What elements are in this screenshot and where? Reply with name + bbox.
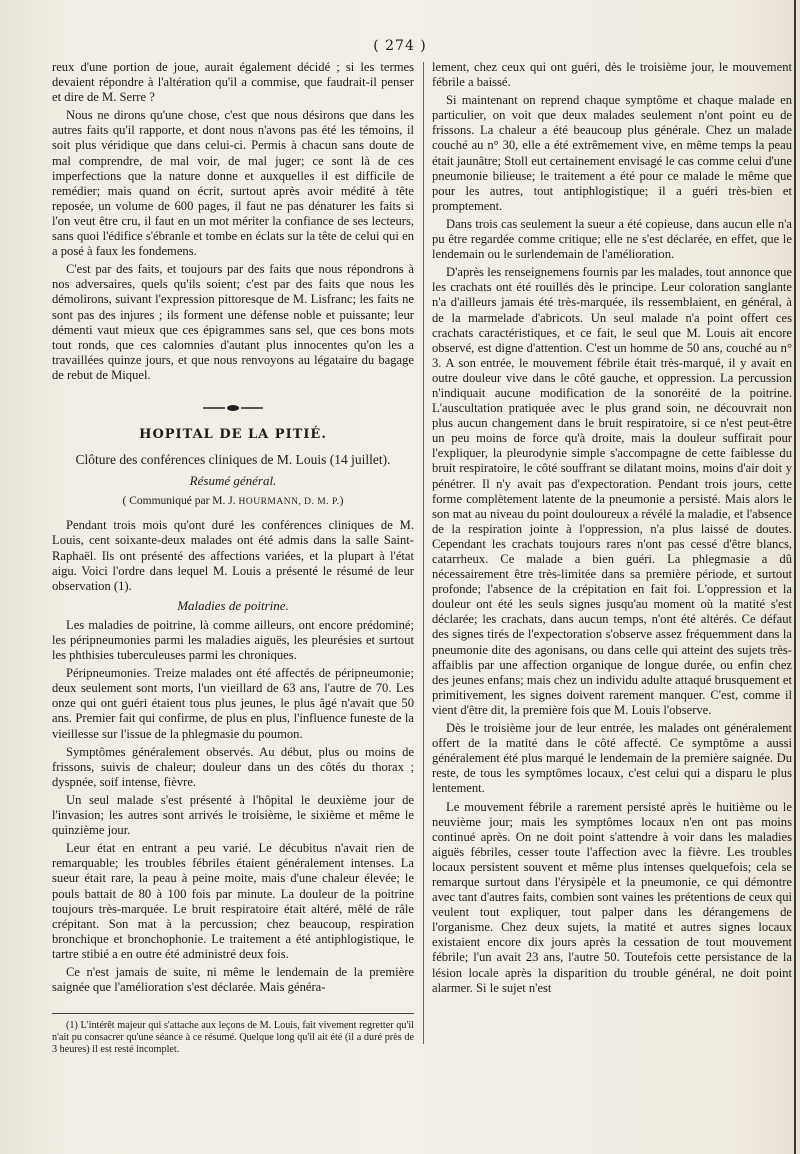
byline — [52, 494, 414, 510]
paragraph: Nous ne dirons qu'une chose, c'est que nous désirons que dans les autres faits qu'il rapporte, et dont nous n'avons pas été les témoins, il soit plus véridique que dans celui-ci. Permis à chacun sans doute de mal comprendre, de mal voir, de mal juger; ce sont là de ces imperfections que la nature donne et auxquelles il est difficile de remédier; mais quand on écrit, surtout après avoir médité à tête reposée, un volume de 600 pages, il faut ne pas dénaturer les faits si l'on veut être cru, il faut en un mot mériter la confiance de ses lecteurs, sans quoi l'édifice s'ébranle et tombe en éclats sur la tête de celui qui en a posé à faux les fondemens. — [52, 108, 414, 259]
section-heading: HOPITAL DE LA PITIÉ. — [139, 426, 327, 442]
byline-prefix: ( Communiqué par M. J. — [122, 495, 239, 508]
paragraph: Dès le troisième jour de leur entrée, les malades ont généralement offert de la matité dans le côté affecté. Ce symptôme a aussi généralement été plus marqué le lendemain de la première saignée. Du reste, de tous les symptômes locaux, c'est celui qui a disparu le plus lentement. — [432, 721, 792, 796]
paragraph: Les maladies de poitrine, là comme ailleurs, ont encore prédominé; les péripneumonies parmi les maladies aiguës, les pleurésies et surtout les phthisies tuberculeuses parmi les chroniques. — [52, 617, 414, 663]
article-subheading: Résumé général. — [189, 473, 277, 489]
paragraph: Le mouvement fébrile a rarement persisté après le huitième ou le neuvième jour; mais les symptômes locaux n'en ont pas moins continué après. On ne doit point s'attendre à voir dans les maladies aiguës fébriles, cesser toute l'affection avec la fièvre. Les troubles locaux persistent souvent et même plus intenses quelquefois; cela se remarque surtout dans l'érysipèle et la pneumonie, ce qui démontre avec tant d'autres faits, combien sont vaines les prétentions de ceux qui veulent tout expliquer, tout palper dans les dérangemens de l'organisme. Chez deux sujets, la matité et autres signes locaux existaient encore dix jours après la cessation de tout mouvement fébrile; l'un avait 23 ans, l'autre 50. Toutefois cette persistance de la lésion locale après la disparition du trouble général, ne doit point alarmer. Si le sujet n'est — [432, 799, 792, 995]
page-edge-rule — [794, 0, 796, 1154]
footnote-rule — [52, 1013, 414, 1014]
left-column — [52, 60, 414, 1122]
paragraph: Dans trois cas seulement la sueur a été copieuse, dans aucun elle n'a pu être regardée comme critique; elle ne s'est déclarée, en effet, que le lendemain ou le surlendemain de l'amélioration. — [432, 216, 792, 262]
paragraph: Un seul malade s'est présenté à l'hôpital le deuxième jour de l'invasion; les autres sont arrivés le troisième, le sixième et même le quinzième jour. — [52, 792, 414, 838]
paragraph: D'après les renseignemens fournis par les malades, tout annonce que les crachats ont été rouillés dès le principe. Leur coloration sanglante n'a d'ailleurs jamais été très-marquée, ils ressemblaient, en général, à de la marmelade d'abricots. Un seul malade n'a point offert ces crachats caractéristiques, et ce fait, le seul que M. Louis ait encore observé, est digne d'attention. C'est un homme de 50 ans, couché au n° 3. A son entrée, le mouvement fébrile était très-marqué, il y avait en outre douleur vive dans le côté gauche, et oppression. La percussion n'indiquait aucune modification de la sonoréité de la poitrine. L'auscultation pratiquée avec le plus grand soin, ne découvrait non plus aucun changement dans le bruit respiratoire, si ce n'est peut-être un peu moins de force qu'à droite, mais la douleur suffirait pour l'expliquer, la pleurodynie simple s'accompagne de cette faiblesse du bruit respiratoire, le côté souffrant se dilatant moins, moins d'air doit y pénétrer. Il n'y avait pas d'expectoration. Pendant trois jours, cette forme complètement latente de la pneumonie a persisté. Mais alors le son mat au niveau du point douloureux a révélé la maladie, et l'absence de la respiration jointe à l'oppression, n'a plus laissé de doutes. Cependant les crachats toujours rares n'ont pas cessé d'être blancs, catarrheux. Ce malade a bien guéri. La phlegmasie a dû nécessairement être très-limitée dans sa première période, et surtout profonde; l'absence de la crépitation en fait foi. L'oppression et la douleur ont été les seuls signes jusqu'au moment où la matité s'est déclarée; les crachats, dans aucun temps, n'ont été altérés. Ce défaut des signes tirés de l'expectoration s'observe assez fréquemment dans la pneumonie dite des agonisans, ou dans celle qui atteint des sujets très-affaiblis par une affection organique de longue durée, ou enfin chez des jeunes enfans; mais chez un individu adulte attaqué brusquement et primitivement, les signes doivent rarement manquer. C'est, comme il vient d'être dit, la première fois que M. Louis l'observe. — [432, 265, 792, 717]
subsection-heading: Maladies de poitrine. — [177, 597, 289, 613]
paragraph: reux d'une portion de joue, aurait également décidé ; si les termes devaient répondre à l'altération qu'il a commise, que faudrait-il penser et dire de M. Serre ? — [52, 60, 414, 105]
paragraph: Symptômes généralement observés. Au début, plus ou moins de frissons, suivis de chaleur; douleur dans un des côtés du thorax ; dyspnée, soif intense, fièvre. — [52, 744, 414, 789]
section-divider-ornament — [52, 401, 414, 409]
byline-suffix: ) — [339, 495, 344, 508]
paragraph: Péripneumonies. Treize malades ont été affectés de péripneumonie; deux seulement sont morts, l'un vieillard de 63 ans, l'autre de 70. Les onze qui ont guéri étaient tous plus jeunes, le plus âgé n'avait que 50 ans. Premier fait qui confirme, de plus en plus, l'influence funeste de la vieillesse sur l'issue de la phlegmasie du poumon. — [52, 666, 414, 741]
paragraph: Ce n'est jamais de suite, ni même le lendemain de la première saignée que l'amélioration s'est déclarée. Mais généra- — [52, 964, 414, 995]
paragraph: Leur état en entrant a peu varié. Le décubitus n'avait rien de remarquable; les troubles fébriles étaient généralement intenses. La sueur était rare, la peau à peine moite, mais d'une chaleur élevée; le pouls battait de 80 à 100 fois par minute. La douleur de la poitrine toujours très-marquée. Le bruit respiratoire était altéré, mêlé de râle crépitant. Son mat à la percussion; chez beaucoup, respiration bronchique et bronchophonie. Le traitement a été antiphlogistique, le tartre stibié a en outre été administré deux fois. — [52, 841, 414, 961]
byline-author: HOURMANN, D. M. P. — [238, 497, 340, 508]
column-divider — [423, 62, 424, 1044]
article-subtitle: Clôture des conférences cliniques de M. Louis (14 juillet). — [75, 452, 391, 468]
paragraph: C'est par des faits, et toujours par des faits que nous répondrons à nos adversaires, quels qu'ils soient; c'est par des faits que nous les démolirons, suivant l'expression pittoresque de M. Lisfranc; les faits ne sont pas des injures ; ils forment une défense noble et puissante; leur démenti vaut mieux que ces épigrammes sans sel, que ces bons mots tout ronds, que ces calomnies d'autant plus innocentes qu'on les a travaillées quinze jours, et que nous renvoyons au légataire du bagage de rebut de Miquel. — [52, 262, 414, 382]
paragraph: Pendant trois mois qu'ont duré les conférences cliniques de M. Louis, cent soixante-deux malades ont été admis dans la salle Saint-Raphaël. Ils ont présenté des affections variées, et la plupart à l'état aigu. Voici l'ordre dans lequel M. Louis a présenté le résumé de leur observation (1). — [52, 518, 414, 593]
page-number: ( 274 ) — [373, 38, 427, 54]
paragraph: lement, chez ceux qui ont guéri, dès le troisième jour, le mouvement fébrile a baissé. — [432, 60, 792, 90]
footnote: (1) L'intérêt majeur qui s'attache aux leçons de M. Louis, fait vivement regretter qu'il n'ait pu consacrer qu'une séance à ce résumé. Quelque long qu'il ait été (il a duré près de 3 heures) il est resté incomplet. — [52, 1020, 414, 1056]
paragraph: Si maintenant on reprend chaque symptôme et chaque malade en particulier, on voit que deux malades seulement n'ont point eu de frissons. La chaleur a été beaucoup plus générale. Chez un malade couché au n° 30, elle a été extrêmement vive, en même temps la peau était jaunâtre; Stoll eut certainement envisagé le cas comme celui d'une pneumonie bilieuse; le traitement a été pour ce malade le même que pour les autres, tout antiphlogistique; il a guéri très-bien et promptement. — [432, 93, 792, 213]
right-column — [432, 60, 792, 1122]
